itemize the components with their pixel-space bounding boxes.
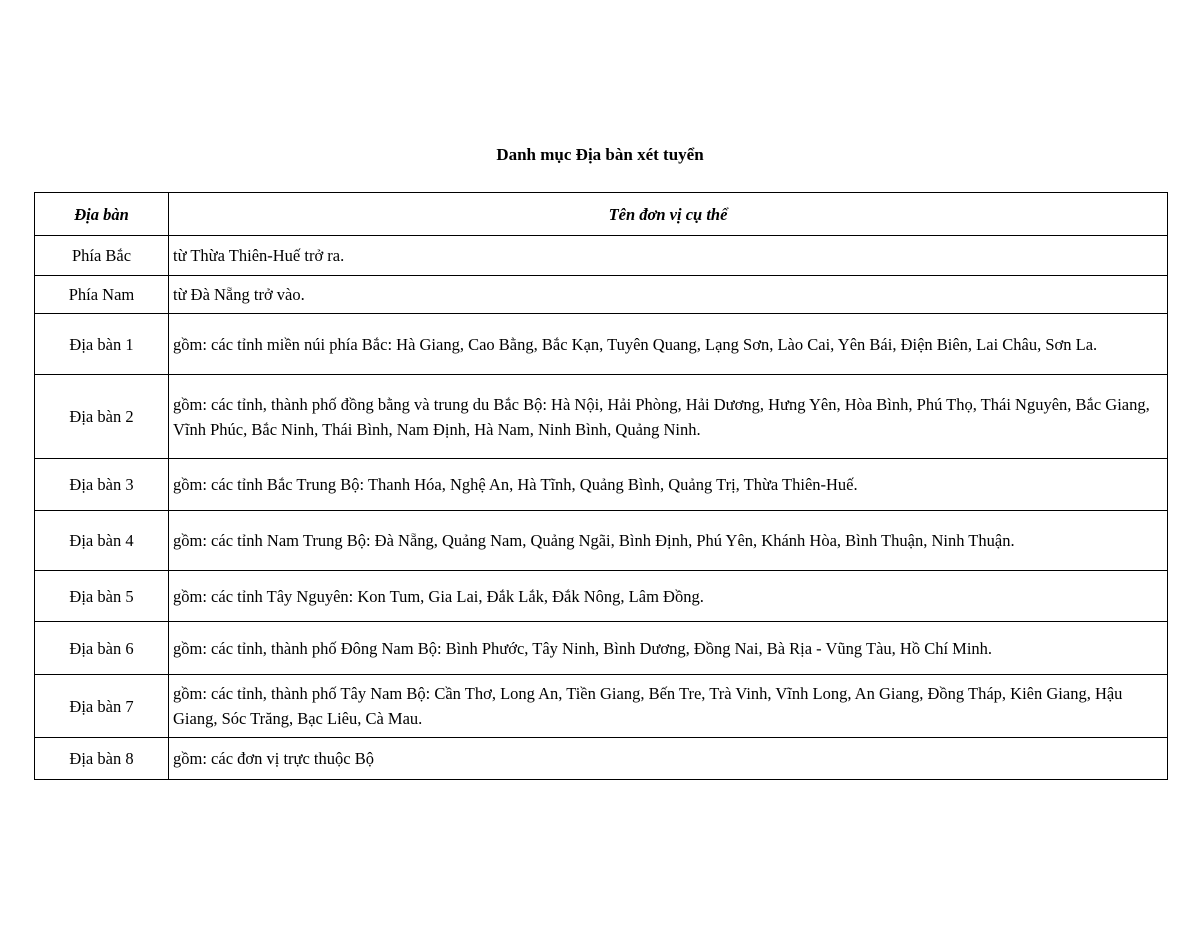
region-desc-cell: từ Đà Nẵng trở vào.: [169, 276, 1168, 314]
region-name-cell: Địa bàn 6: [35, 622, 169, 675]
table-row: [35, 738, 1168, 780]
region-desc-cell: gồm: các tỉnh miền núi phía Bắc: Hà Giang, Cao Bằng, Bắc Kạn, Tuyên Quang, Lạng Sơn, Lào Cai, Yên Bái, Điện Biên, Lai Châu, Sơn La.: [169, 314, 1168, 375]
region-table: [34, 192, 1168, 780]
region-name-cell: Phía Nam: [35, 276, 169, 314]
table-row: [35, 314, 1168, 375]
region-desc-cell: gồm: các tỉnh Nam Trung Bộ: Đà Nẵng, Quảng Nam, Quảng Ngãi, Bình Định, Phú Yên, Khánh Hòa, Bình Thuận, Ninh Thuận.: [169, 511, 1168, 571]
table-row: [35, 675, 1168, 738]
region-name-cell: Địa bàn 7: [35, 675, 169, 738]
table-row: [35, 375, 1168, 459]
region-desc-cell: gồm: các tỉnh, thành phố Tây Nam Bộ: Cần Thơ, Long An, Tiền Giang, Bến Tre, Trà Vinh, Vĩnh Long, An Giang, Đồng Tháp, Kiên Giang, Hậu Giang, Sóc Trăng, Bạc Liêu, Cà Mau.: [169, 675, 1168, 738]
region-desc-cell: từ Thừa Thiên-Huế trở ra.: [169, 236, 1168, 276]
region-desc-cell: gồm: các tỉnh Tây Nguyên: Kon Tum, Gia Lai, Đắk Lắk, Đắk Nông, Lâm Đồng.: [169, 571, 1168, 622]
table-row: [35, 511, 1168, 571]
document-title: Danh mục Địa bàn xét tuyển: [496, 145, 704, 164]
header-region: Địa bàn: [35, 193, 169, 236]
region-desc-cell: gồm: các tỉnh Bắc Trung Bộ: Thanh Hóa, Nghệ An, Hà Tĩnh, Quảng Bình, Quảng Trị, Thừa Thiên-Huế.: [169, 459, 1168, 511]
region-name-cell: Địa bàn 4: [35, 511, 169, 571]
region-name-cell: Địa bàn 1: [35, 314, 169, 375]
table-header-row: [35, 193, 1168, 236]
region-desc-cell: gồm: các tỉnh, thành phố đồng bằng và trung du Bắc Bộ: Hà Nội, Hải Phòng, Hải Dương, Hưng Yên, Hòa Bình, Phú Thọ, Thái Nguyên, Bắc Giang, Vĩnh Phúc, Bắc Ninh, Thái Bình, Nam Định, Hà Nam, Ninh Bình, Quảng Ninh.: [169, 375, 1168, 459]
header-unit-name: Tên đơn vị cụ thể: [169, 193, 1168, 236]
table-row: [35, 571, 1168, 622]
table-row: [35, 236, 1168, 276]
region-desc-cell: gồm: các đơn vị trực thuộc Bộ: [169, 738, 1168, 780]
table-row: [35, 459, 1168, 511]
table-row: [35, 622, 1168, 675]
table-row: [35, 276, 1168, 314]
region-desc-cell: gồm: các tỉnh, thành phố Đông Nam Bộ: Bình Phước, Tây Ninh, Bình Dương, Đồng Nai, Bà Rịa - Vũng Tàu, Hồ Chí Minh.: [169, 622, 1168, 675]
region-name-cell: Địa bàn 5: [35, 571, 169, 622]
region-name-cell: Phía Bắc: [35, 236, 169, 276]
region-name-cell: Địa bàn 8: [35, 738, 169, 780]
region-name-cell: Địa bàn 3: [35, 459, 169, 511]
region-name-cell: Địa bàn 2: [35, 375, 169, 459]
